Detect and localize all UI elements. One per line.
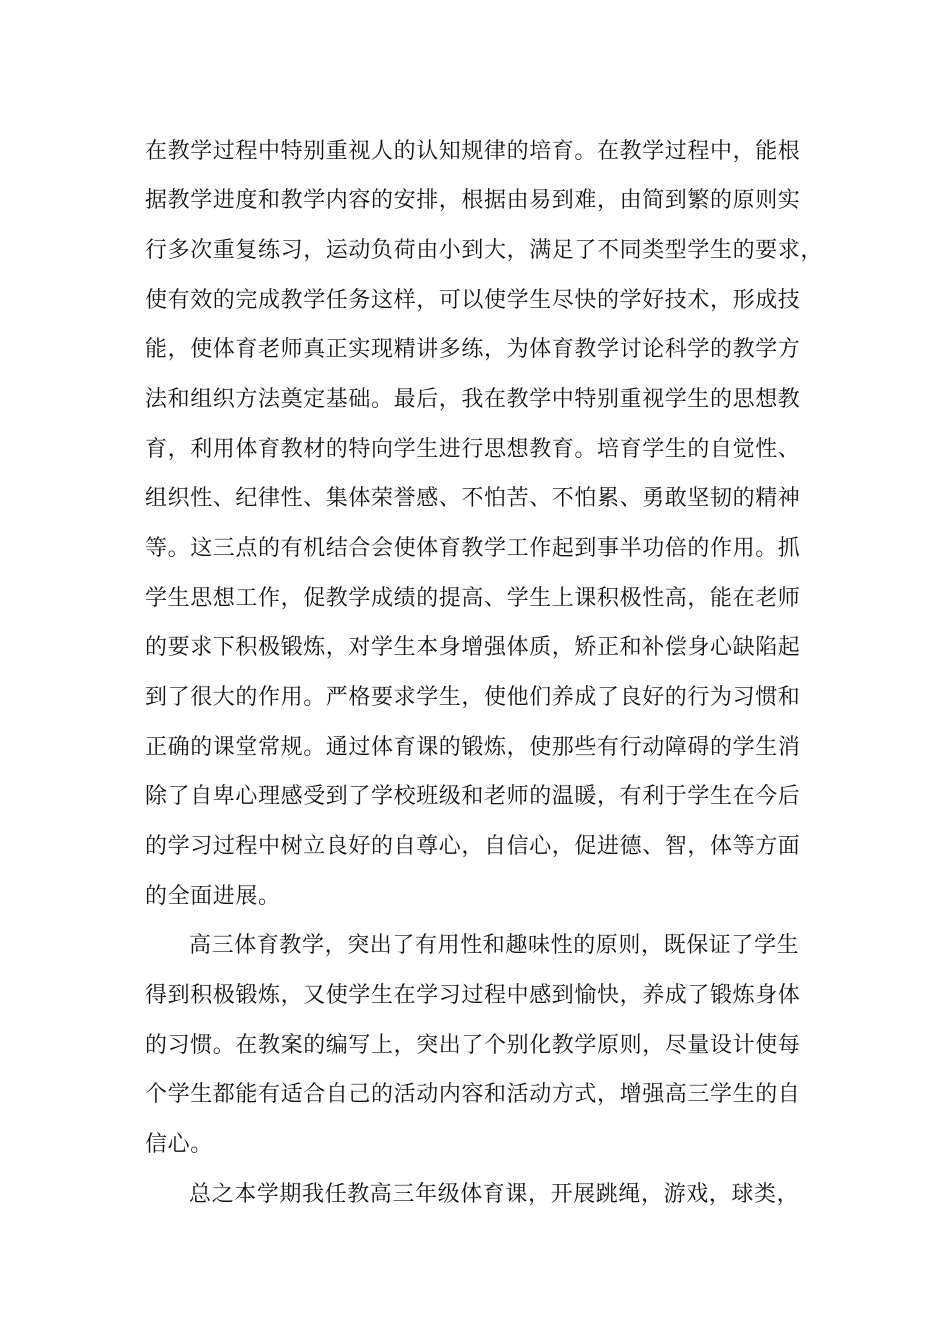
text-line: 到了很大的作用。严格要求学生，使他们养成了良好的行为习惯和 bbox=[145, 685, 801, 710]
text-line: 的要求下积极锻炼，对学生本身增强体质，矫正和补偿身心缺陷起 bbox=[145, 635, 801, 660]
text-line: 得到积极锻炼，又使学生在学习过程中感到愉快，养成了锻炼身体 bbox=[145, 983, 801, 1008]
text-line: 正确的课堂常规。通过体育课的锻炼，使那些有行动障碍的学生消 bbox=[145, 735, 801, 760]
text-line: 育，利用体育教材的特向学生进行思想教育。培育学生的自觉性、 bbox=[145, 437, 801, 462]
text-line: 等。这三点的有机结合会使体育教学工作起到事半功倍的作用。抓 bbox=[145, 536, 801, 561]
text-line: 法和组织方法奠定基础。最后，我在教学中特别重视学生的思想教 bbox=[145, 387, 801, 412]
text-line: 的习惯。在教案的编写上，突出了个别化教学原则，尽量设计使每 bbox=[145, 1033, 801, 1058]
text-line: 使有效的完成教学任务这样，可以使学生尽快的学好技术，形成技 bbox=[145, 288, 801, 313]
text-line: 学生思想工作，促教学成绩的提高、学生上课积极性高，能在老师 bbox=[145, 586, 801, 611]
paragraph-first-line: 总之本学期我任教高三年级体育课，开展跳绳，游戏，球类， bbox=[189, 1182, 800, 1207]
text-line: 能，使体育老师真正实现精讲多练，为体育教学讨论科学的教学方 bbox=[145, 337, 801, 362]
paragraph-first-line: 高三体育教学，突出了有用性和趣味性的原则，既保证了学生 bbox=[189, 933, 800, 958]
text-line: 组织性、纪律性、集体荣誉感、不怕苦、不怕累、勇敢坚韧的精神 bbox=[145, 486, 801, 511]
text-line: 的全面进展。 bbox=[145, 884, 281, 909]
text-line: 个学生都能有适合自己的活动内容和活动方式，增强高三学生的自 bbox=[145, 1082, 801, 1107]
text-line: 据教学进度和教学内容的安排，根据由易到难，由简到繁的原则实 bbox=[145, 188, 801, 213]
text-line: 除了自卑心理感受到了学校班级和老师的温暖，有利于学生在今后 bbox=[145, 784, 801, 809]
text-line: 行多次重复练习，运动负荷由小到大，满足了不同类型学生的要求， bbox=[145, 238, 824, 263]
text-line: 的学习过程中树立良好的自尊心，自信心，促进德、智，体等方面 bbox=[145, 834, 801, 859]
text-line: 信心。 bbox=[145, 1132, 213, 1157]
text-line: 在教学过程中特别重视人的认知规律的培育。在教学过程中，能根 bbox=[145, 139, 801, 164]
